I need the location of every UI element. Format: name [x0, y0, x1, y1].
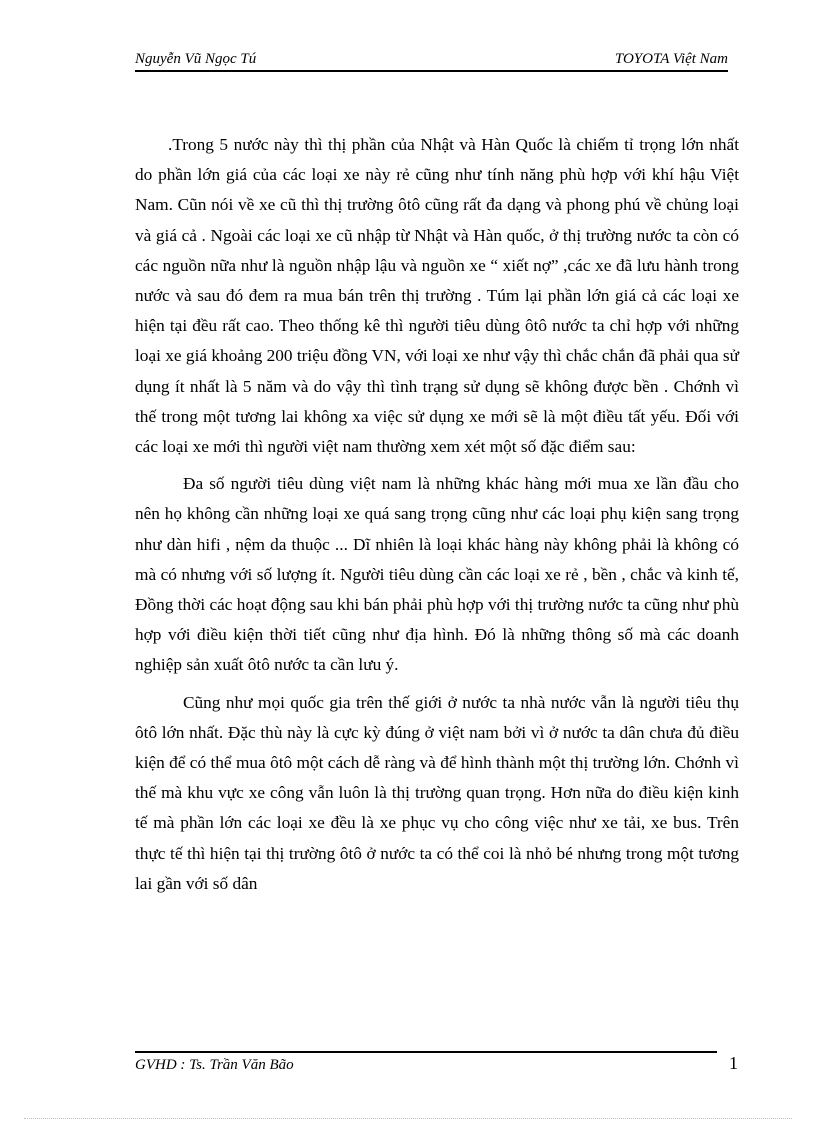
document-body	[135, 130, 739, 899]
paragraph: Đa số người tiêu dùng việt nam là những khác hàng mới mua xe lần đầu cho nên họ không cần những loại xe quá sang trọng cũng như các loại phụ kiện sang trọng như dàn hifi , nệm da thuộc ... Dĩ nhiên là loại khác hàng này không phải là không có mà có nhưng với số lượng ít. Người tiêu dùng cần các loại xe rẻ , bền , chắc và kinh tế, Đồng thời các hoạt động sau khi bán phải phù hợp với thị trường nước ta cũng như phù hợp với điều kiện thời tiết cũng như địa hình. Đó là những thông số mà các doanh nghiệp sản xuất ôtô nước ta cần lưu ý.	[135, 474, 739, 675]
page-break-line	[24, 1118, 792, 1119]
paragraph: .Trong 5 nước này thì thị phần của Nhật và Hàn Quốc là chiếm tỉ trọng lớn nhất do phần lớn giá của các loại xe này rẻ cũng như tính năng phù hợp với khí hậu Việt Nam. Cũn nói về xe cũ thì thị trường ôtô cũng rất đa dạng và phong phú về chủng loại và giá cả . Ngoài các loại xe cũ nhập từ Nhật và Hàn quốc, ở thị trường nước ta còn có các nguồn nữa như là nguồn nhập lậu và nguồn xe “ xiết nợ” ,các xe đã lưu hành trong nước và sau đó đem ra mua bán trên thị trường . Túm lại phần lớn giá cả các loại xe hiện tại đều rất cao. Theo thống kê thì người tiêu dùng ôtô nước ta chỉ hợp với những loại xe giá khoảng 200 triệu đồng VN, với loại xe như vậy thì chắc chắn đã phải qua sử dụng ít nhất là 5 năm và do vậy thì tình trạng sử dụng sẽ không được bền . Chớnh vì thế trong một tương lai không xa việc sử dụng xe mới sẽ là một điều tất yếu. Đối với các loại xe mới thì người việt nam thường xem xét một số đặc điểm sau:	[135, 135, 739, 457]
paragraph: Cũng như mọi quốc gia trên thế giới ở nước ta nhà nước vẫn là người tiêu thụ ôtô lớn nhất. Đặc thù này là cực kỳ đúng ở việt nam bởi vì ở nước ta dân chưa đủ điều kiện để có thể mua ôtô một cách dễ ràng và để hình thành một thị trường lớn. Chớnh vì thế mà khu vực xe công vẫn luôn là thị trường quan trọng. Hơn nữa do điều kiện kinh tế mà phần lớn các loại xe đều là xe phục vụ cho công việc như xe tải, xe bus. Trên thực tế thì hiện tại thị trường ôtô ở nước ta có thể coi là nhỏ bé nhưng trong một tương lai gần với số dân	[135, 692, 739, 893]
header-title: TOYOTA Việt Nam	[614, 51, 728, 67]
page-number: 1	[729, 1053, 738, 1073]
footer-advisor: GVHD : Ts. Trần Văn Bão	[135, 1057, 294, 1073]
footer-divider	[135, 1051, 717, 1053]
header-divider	[135, 70, 728, 72]
page-header	[135, 49, 728, 71]
header-author: Nguyễn Vũ Ngọc Tú	[135, 51, 257, 67]
